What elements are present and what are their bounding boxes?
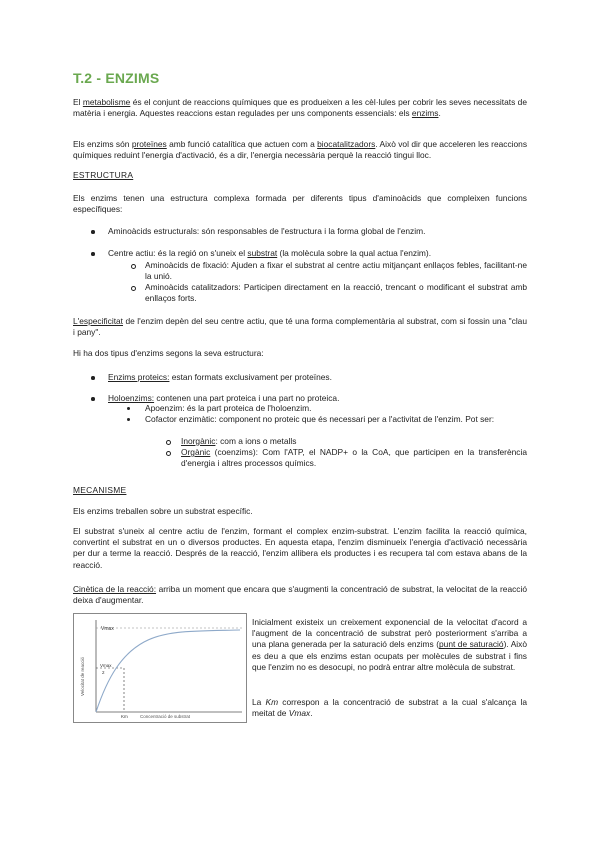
km-paragraph: La Km correspon a la concentració de substrat a la cual s'alcança la meitat de Vmax. xyxy=(252,697,527,719)
sub-bullet-fixation: Aminoàcids de fixació: Ajuden a fixar el substrat al centre actiu mitjançant enllaços febles, facilitant-ne la unió. xyxy=(145,260,527,282)
bullet-apoenzyme: Apoenzim: és la part proteica de l'holoenzim. xyxy=(145,403,312,413)
link-enzims[interactable]: enzims xyxy=(411,108,439,119)
x-axis-label: Concentració de substrat xyxy=(140,714,191,719)
link-organic[interactable]: Orgànic xyxy=(181,447,211,457)
link-punt-saturacio[interactable]: punt de saturació xyxy=(439,639,504,650)
sub-bullet-circle xyxy=(166,451,171,456)
vmax-label: Vmax xyxy=(101,626,114,632)
bullet-organic: Orgànic (coenzims): Com l'ATP, el NADP+ o la CoA, que participen en la transferència d'energia i altres processos químics. xyxy=(181,447,527,469)
bullet-inorganic: Inorgànic: com a ions o metalls xyxy=(181,436,297,446)
bullet-structural-aminoacids: Aminoàcids estructurals: són responsables de l'estructura i la forma global de l'enzim. xyxy=(108,226,426,236)
link-enzims-proteics[interactable]: Enzims proteics: xyxy=(108,372,170,382)
intro-paragraph-metabolism: El metabolisme és el conjunt de reaccions químiques que es produeixen a les cèl·lules per cobrir les seves necessitats de matèria i energia. Aquestes reaccions estan regulades per uns components essencials: els enzims. xyxy=(73,97,527,119)
structure-lead: Els enzims tenen una estructura complexa formada per diferents tipus d'aminoàcids que compleixen funcions específiques: xyxy=(73,193,527,215)
section-heading-structure: ESTRUCTURA xyxy=(73,170,134,180)
specificity-paragraph: L'especificitat de l'enzim depèn del seu centre actiu, que té una forma complementària al substrat, com si fossin una "clau i pany". xyxy=(73,316,527,338)
y-axis-label: Velocitat de reacció xyxy=(80,656,85,696)
sub-bullet-catalytic: Aminoàcids catalitzadors: Participen directament en la reacció, trencant o modificant el substrat amb enllaços forts. xyxy=(145,282,527,304)
graph-svg xyxy=(74,614,246,722)
link-substrat[interactable]: substrat xyxy=(247,248,278,258)
km-label: Km xyxy=(121,714,128,719)
bullet-active-site: Centre actiu: és la regió on s'uneix el substrat (la molècula sobre la qual actua l'enzim). xyxy=(108,248,432,258)
sub-bullet-circle xyxy=(131,264,136,269)
mechanism-paragraph: El substrat s'uneix al centre actiu de l'enzim, formant el complex enzim-substrat. L'enzim facilita la reacció química, convertint el substrat en un o diversos productes. En aquesta etapa, l'enzim disminueix l'energia d'activació necessària per dur a terme la reacció. Després de la reacció, l'enzim allibera els productes i es recupera tal com estava abans de la reacció. xyxy=(73,526,527,570)
half-vmax-label-top: Vmax xyxy=(100,663,112,668)
mechanism-intro: Els enzims treballen sobre un substrat específic. xyxy=(73,506,253,516)
bullet-dot xyxy=(127,407,130,410)
bullet-cofactor: Cofactor enzimàtic: component no proteic que és necessari per a l'activitat de l'enzim. Pot ser: xyxy=(145,414,495,424)
bullet-protein-enzymes: Enzims proteics: estan formats exclusivament per proteïnes. xyxy=(108,372,332,382)
bullet-dot xyxy=(91,376,95,380)
link-inorganic[interactable]: Inorgànic xyxy=(181,436,216,446)
link-metabolisme[interactable]: metabolisme xyxy=(82,97,131,107)
michaelis-menten-graph xyxy=(73,613,247,723)
intro-paragraph-proteins: Els enzims són proteïnes amb funció catalítica que actuen com a biocatalitzadors. Això vol dir que acceleren les reaccions químiques reduint l'energia d'activació, és a dir, l'energia necessària perquè la reacció tingui lloc. xyxy=(73,139,528,161)
link-especificitat[interactable]: L'especificitat xyxy=(73,316,124,326)
bullet-dot xyxy=(127,418,130,421)
page-title: T.2 - ENZIMS xyxy=(73,70,160,86)
bullet-dot xyxy=(91,230,95,234)
sub-bullet-circle xyxy=(166,440,171,445)
half-vmax-label-bottom: 2 xyxy=(102,670,105,675)
link-cinetica[interactable]: Cinètica de la reacció: xyxy=(73,584,157,594)
link-holoenzims[interactable]: Holoenzims: xyxy=(108,393,155,403)
saturation-paragraph: Inicialment existeix un creixement exponencial de la velocitat d'acord a l'augment de la concentració de substrat però posteriorment s'arriba a una plana generada per la saturació dels enzims (punt de saturació). Això es deu a que els enzims estan ocupats per molècules de substrat i fins que l'enzim no es desocupi, no podrà entrar altre molècula de substrat. xyxy=(252,617,527,672)
kinetics-paragraph: Cinètica de la reacció: arriba un moment que encara que s'augmenti la concentració de substrat, la velocitat de la reacció deixa d'augmentar. xyxy=(73,584,527,606)
bullet-dot xyxy=(91,397,95,401)
velocity-curve xyxy=(96,630,240,712)
link-biocatalitzadors[interactable]: biocatalitzadors xyxy=(317,139,376,149)
link-proteines[interactable]: proteïnes xyxy=(131,139,167,149)
bullet-holoenzymes: Holoenzims: contenen una part proteica i una part no proteica. xyxy=(108,393,340,403)
enzyme-types-lead: Hi ha dos tipus d'enzims segons la seva estructura: xyxy=(73,348,264,358)
sub-bullet-circle xyxy=(131,286,136,291)
bullet-dot xyxy=(91,252,95,256)
section-heading-mechanism: MECANISME xyxy=(73,485,127,495)
